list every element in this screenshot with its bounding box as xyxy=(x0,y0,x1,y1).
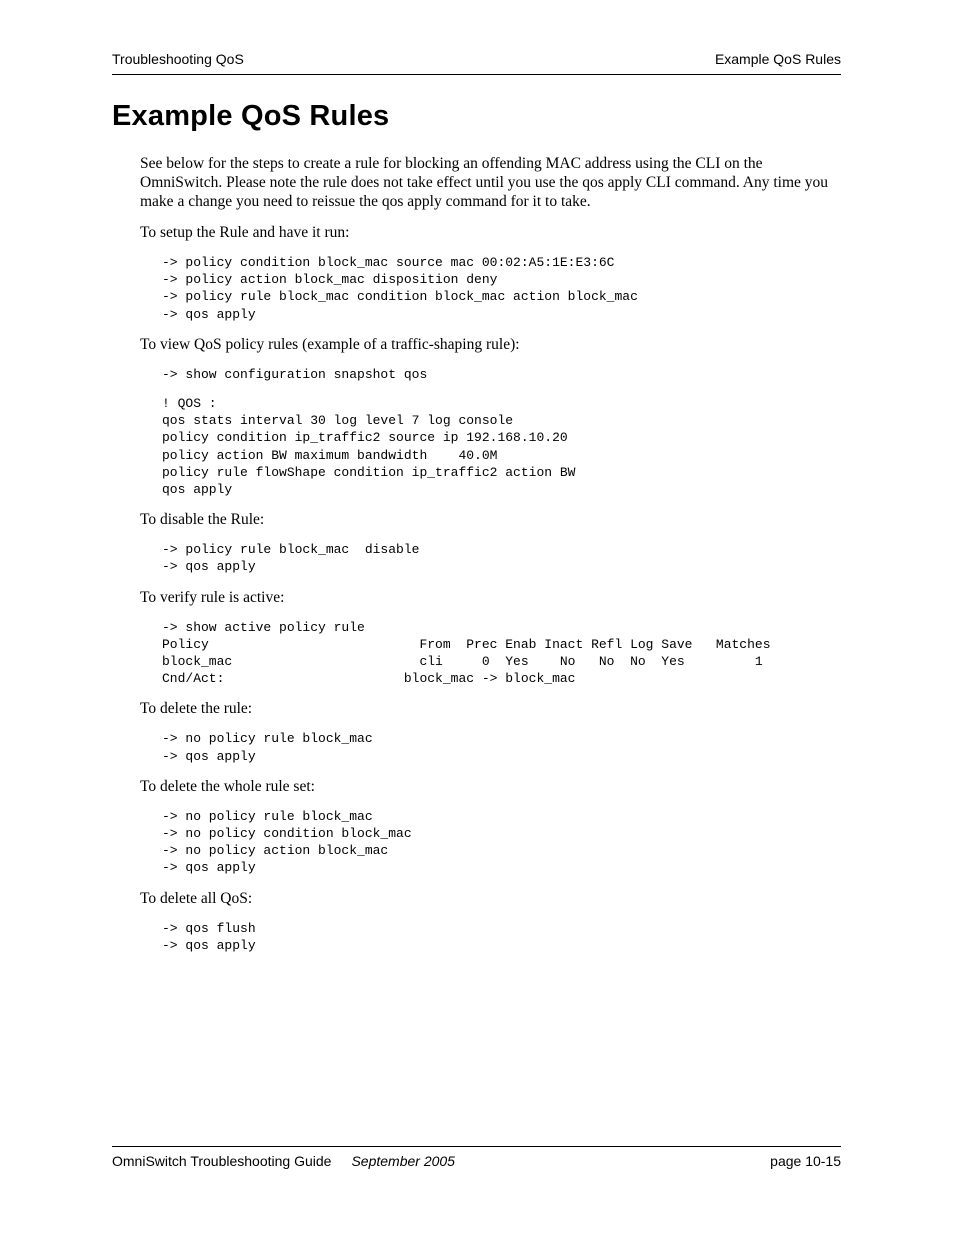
cli-code-block: ! QOS : qos stats interval 30 log level 7 log console policy condition ip_traffic2 source ip 192.168.10.20 policy action BW maximum bandwidth 40.0M policy rule flowShape condition ip_traffic2 action BW qos apply xyxy=(162,396,576,498)
main-content xyxy=(140,154,845,954)
block-spacer xyxy=(140,877,845,889)
body-paragraph: See below for the steps to create a rule for blocking an offending MAC address using the CLI on the OmniSwitch. Please note the rule does not take effect until you use the qos apply CLI command. Any time you make a change you need to reissue the qos apply command for it to take. xyxy=(140,155,829,210)
body-paragraph: To delete all QoS: xyxy=(140,889,253,907)
block-spacer xyxy=(140,383,845,395)
cli-code-block: -> policy rule block_mac disable -> qos apply xyxy=(162,542,420,575)
body-paragraph: To verify rule is active: xyxy=(140,588,285,606)
footer-page-number: page 10-15 xyxy=(770,1153,841,1169)
cli-code-block: -> no policy rule block_mac -> no policy condition block_mac -> no policy action block_mac -> qos apply xyxy=(162,808,412,876)
block-spacer xyxy=(140,323,845,335)
block-spacer xyxy=(140,211,845,223)
footer-guide-title: OmniSwitch Troubleshooting Guide xyxy=(112,1153,332,1169)
cli-code-block: -> show active policy rule Policy From Prec Enab Inact Refl Log Save Matches block_mac cli 0 Yes No No No Yes 1 Cnd/Act: block_mac -> block_mac xyxy=(162,619,771,687)
body-paragraph: To delete the rule: xyxy=(140,700,253,718)
body-paragraph: To delete the whole rule set: xyxy=(140,777,315,795)
header-section-title: Troubleshooting QoS xyxy=(112,51,244,67)
cli-code-block: -> qos flush -> qos apply xyxy=(162,920,256,953)
cli-code-block: -> show configuration snapshot qos xyxy=(162,366,428,382)
page-title: Example QoS Rules xyxy=(112,100,390,132)
footer-date: September 2005 xyxy=(351,1153,455,1169)
block-spacer xyxy=(140,576,845,588)
body-paragraph: To setup the Rule and have it run: xyxy=(140,224,350,241)
body-paragraph: To disable the Rule: xyxy=(140,511,265,529)
block-spacer xyxy=(140,354,845,366)
block-spacer xyxy=(140,242,845,254)
body-paragraph: To view QoS policy rules (example of a traffic-shaping rule): xyxy=(140,335,520,353)
running-footer xyxy=(112,1146,841,1169)
block-spacer xyxy=(140,687,845,699)
block-spacer xyxy=(140,908,845,920)
running-header xyxy=(112,50,841,75)
block-spacer xyxy=(140,718,845,730)
block-spacer xyxy=(140,529,845,541)
cli-code-block: -> policy condition block_mac source mac 00:02:A5:1E:E3:6C -> policy action block_mac disposition deny -> policy rule block_mac condition block_mac action block_mac -> qos apply xyxy=(162,255,638,322)
block-spacer xyxy=(140,498,845,510)
cli-code-block: -> no policy rule block_mac -> qos apply xyxy=(162,731,373,764)
block-spacer xyxy=(140,796,845,808)
header-page-title: Example QoS Rules xyxy=(714,51,841,67)
block-spacer xyxy=(140,765,845,777)
block-spacer xyxy=(140,607,845,619)
footer-guide xyxy=(112,1153,455,1169)
